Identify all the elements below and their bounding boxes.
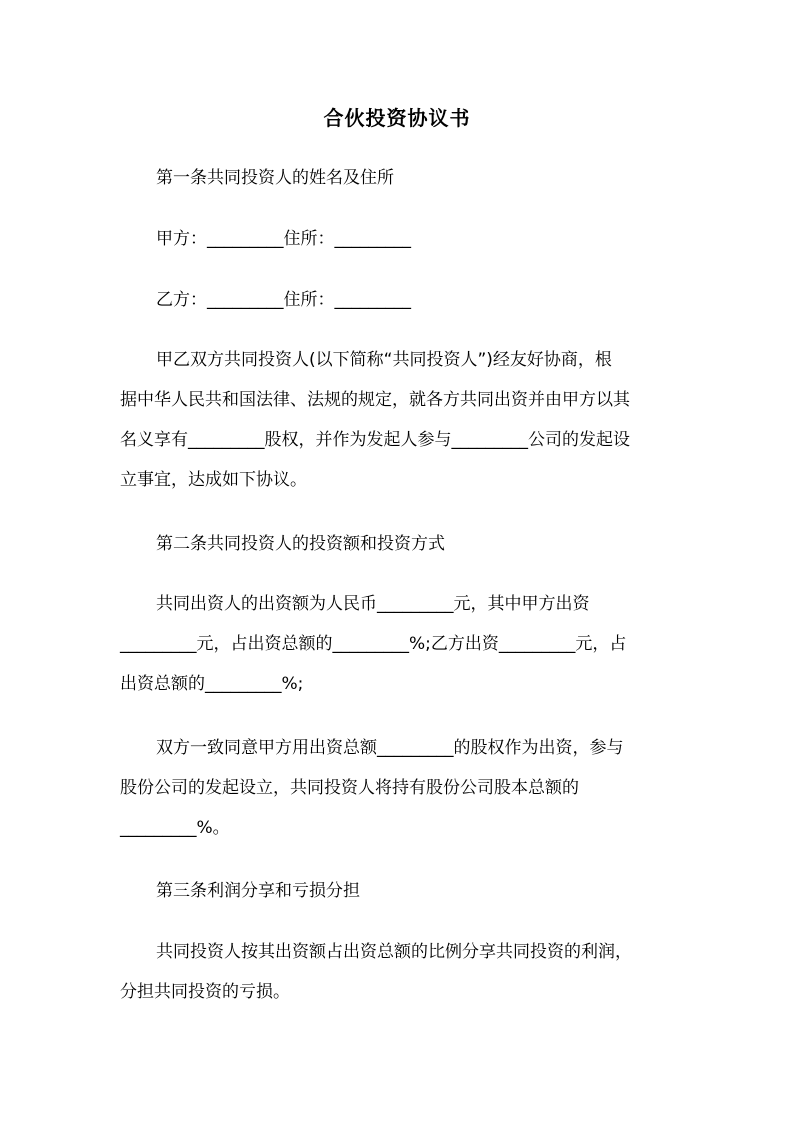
paragraph-line: _________元，占出资总额的_________%;乙方出资_________元，占	[120, 634, 627, 654]
party-b-line: 乙方：_________住所：_________	[156, 290, 411, 310]
paragraph-line: 共同投资人按其出资额占出资总额的比例分享共同投资的利润，	[156, 942, 632, 962]
paragraph-line: 名义享有_________股权，并作为发起人参与_________公司的发起设	[120, 430, 630, 450]
article-2-paragraph-2	[120, 728, 680, 848]
paragraph-line: 据中华人民共和国法律、法规的规定，就各方共同出资并由甲方以其	[120, 390, 630, 410]
paragraph-line: 出资总额的_________%;	[120, 674, 304, 694]
paragraph-line: 双方一致同意甲方用出资总额_________的股权作为出资，参与	[156, 738, 624, 758]
document-title: 合伙投资协议书	[323, 106, 471, 130]
article-1-paragraph	[120, 340, 680, 500]
paragraph-line: _________%。	[120, 818, 230, 838]
article-3-heading: 第三条利润分享和亏损分担	[156, 881, 360, 901]
party-a-line: 甲方：_________住所：_________	[156, 229, 411, 249]
paragraph-line: 立事宜，达成如下协议。	[120, 470, 307, 490]
paragraph-line: 股份公司的发起设立，共同投资人将持有股份公司股本总额的	[120, 778, 579, 798]
paragraph-line: 分担共同投资的亏损。	[120, 982, 290, 1002]
article-1-heading: 第一条共同投资人的姓名及住所	[156, 168, 394, 188]
paragraph-line: 共同出资人的出资额为人民币_________元，其中甲方出资	[156, 594, 590, 614]
article-2-paragraph-1	[120, 584, 680, 704]
article-2-heading: 第二条共同投资人的投资额和投资方式	[156, 534, 445, 554]
paragraph-line: 甲乙双方共同投资人(以下简称“共同投资人”)经友好协商，根	[156, 350, 612, 370]
article-3-paragraph	[120, 932, 680, 1012]
